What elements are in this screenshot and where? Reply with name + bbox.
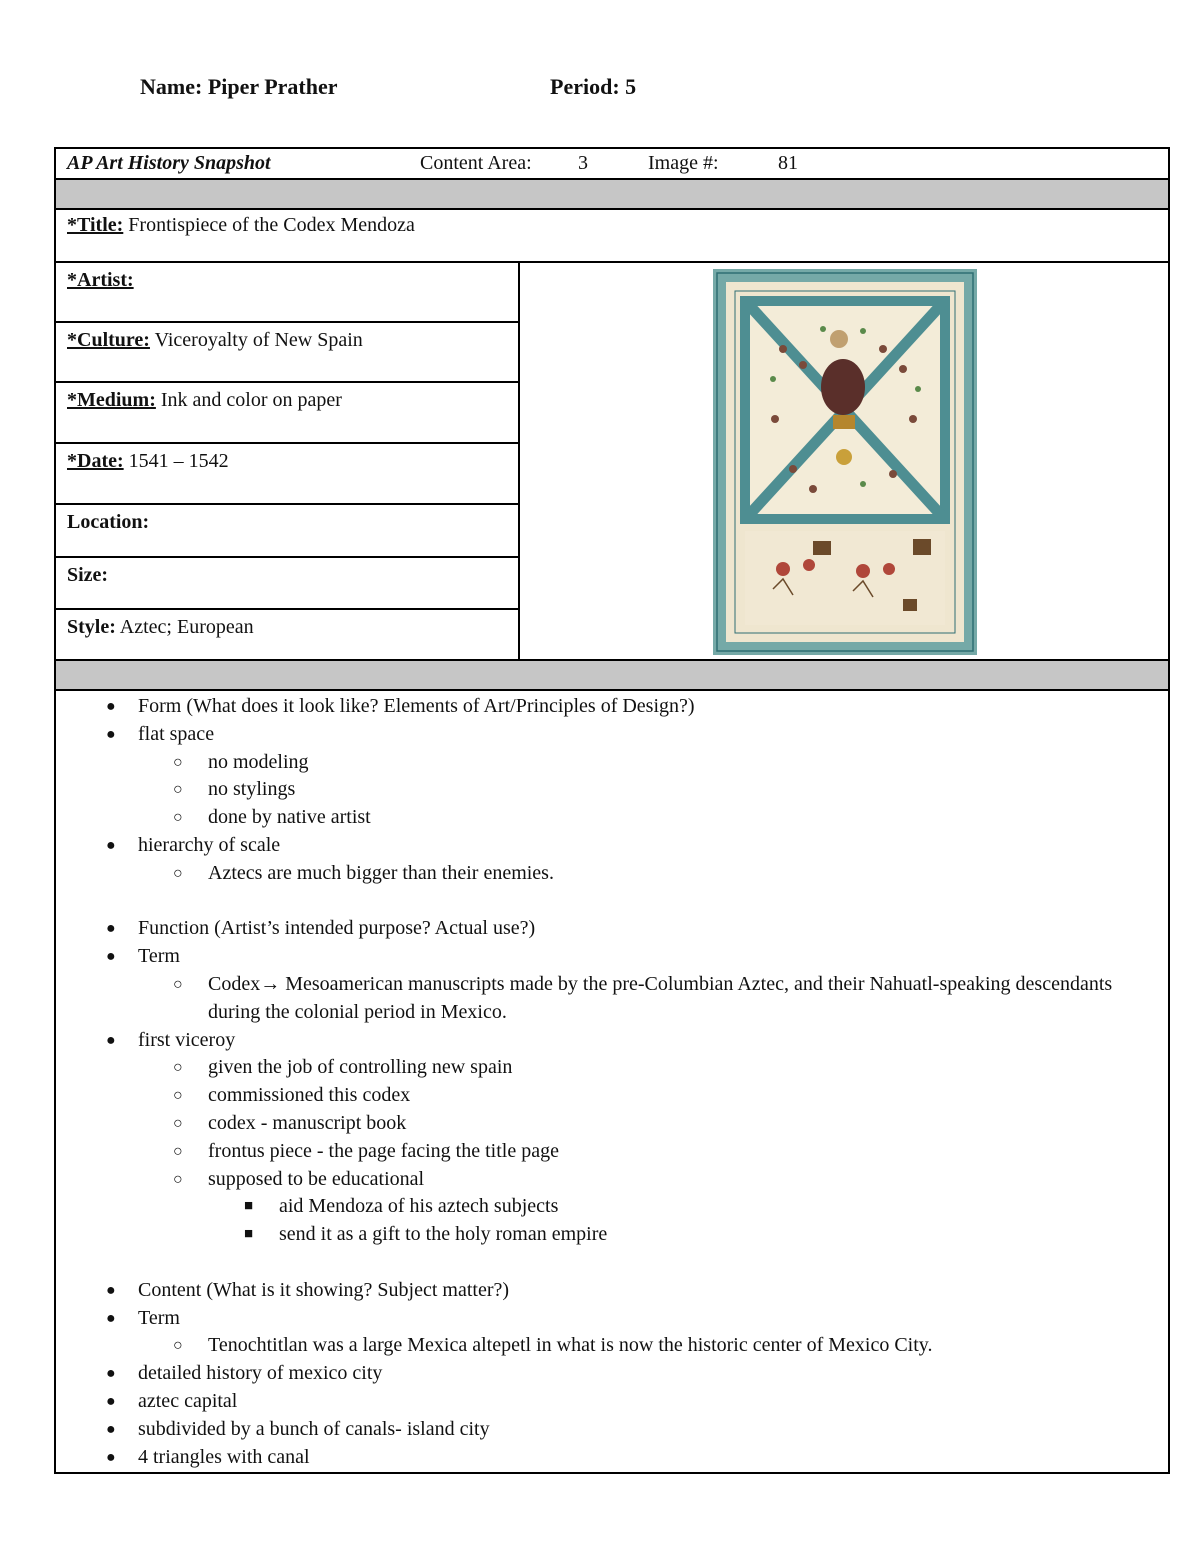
list-item: ● subdivided by a bunch of canals- island city: [106, 1417, 490, 1440]
gray-divider-top: [56, 180, 1168, 210]
gray-divider-bottom: [56, 661, 1168, 691]
list-item: ● hierarchy of scale: [106, 833, 281, 856]
student-period: Period: 5: [550, 74, 637, 99]
list-item: ● aztec capital: [106, 1389, 238, 1412]
details-section: [56, 263, 1168, 661]
list-item: ● first viceroy: [106, 1028, 236, 1051]
list-item: ● detailed history of mexico city: [106, 1362, 383, 1385]
field-size: Size:: [56, 558, 518, 610]
field-date: *Date: 1541 – 1542: [56, 444, 518, 505]
student-header: [140, 74, 840, 106]
field-medium: *Medium: Ink and color on paper: [56, 383, 518, 444]
list-item: ○ given the job of controlling new spain: [173, 1056, 513, 1079]
content-area-value: 3: [578, 152, 588, 174]
field-location: Location:: [56, 505, 518, 558]
list-item: ○ Aztecs are much bigger than their enemies.: [173, 861, 554, 884]
content-area-label: Content Area:: [420, 152, 532, 174]
list-item: ■ aid Mendoza of his aztech subjects: [244, 1195, 559, 1218]
list-item: ○ supposed to be educational: [173, 1167, 425, 1190]
list-item: ○ codex - manuscript book: [173, 1111, 407, 1134]
list-item: ● Form (What does it look like? Elements of Art/Principles of Design?): [106, 695, 695, 717]
field-style: Style: Aztec; European: [67, 616, 254, 638]
student-name: Name: Piper Prather: [140, 74, 338, 99]
list-item: ○ no modeling: [173, 750, 309, 773]
list-item: ● Term: [106, 945, 180, 968]
title-label: *Title:: [67, 214, 124, 236]
snapshot-header-row: [56, 149, 1168, 180]
snapshot-heading: AP Art History Snapshot: [67, 152, 271, 174]
list-item: ○ Tenochtitlan was a large Mexica altepetl in what is now the historic center of Mexico City.: [173, 1334, 933, 1357]
image-number-value: 81: [778, 152, 798, 174]
snapshot-sheet: [54, 147, 1170, 1474]
list-item: ○ commissioned this codex: [173, 1084, 411, 1107]
field-artist: *Artist:: [56, 263, 518, 323]
list-item: ○ done by native artist: [173, 806, 371, 829]
list-item: ○ no stylings: [173, 778, 296, 801]
title-row: [56, 210, 1168, 263]
list-item: ● Function (Artist’s intended purpose? Actual use?): [106, 917, 536, 940]
image-number-label: Image #:: [648, 152, 719, 174]
list-item: ● flat space: [106, 722, 215, 745]
details-fields: [56, 263, 520, 659]
list-item: ● Content (What is it showing? Subject matter?): [106, 1278, 510, 1301]
codex-mendoza-image: [713, 269, 977, 655]
notes-list: [56, 693, 1168, 1471]
list-item: ● 4 triangles with canal: [106, 1445, 310, 1468]
list-item: ○ frontus piece - the page facing the title page: [173, 1139, 559, 1162]
field-culture: *Culture: Viceroyalty of New Spain: [56, 323, 518, 383]
list-item: ■ send it as a gift to the holy roman empire: [244, 1223, 608, 1246]
list-item: ● Term: [106, 1306, 180, 1329]
list-item: ○ Codex→ Mesoamerican manuscripts made by the pre-Columbian Aztec, and their Nahuatl-speaking descendants during the colonial period in Mexico.: [173, 972, 1113, 1023]
title-value: Frontispiece of the Codex Mendoza: [128, 214, 415, 236]
